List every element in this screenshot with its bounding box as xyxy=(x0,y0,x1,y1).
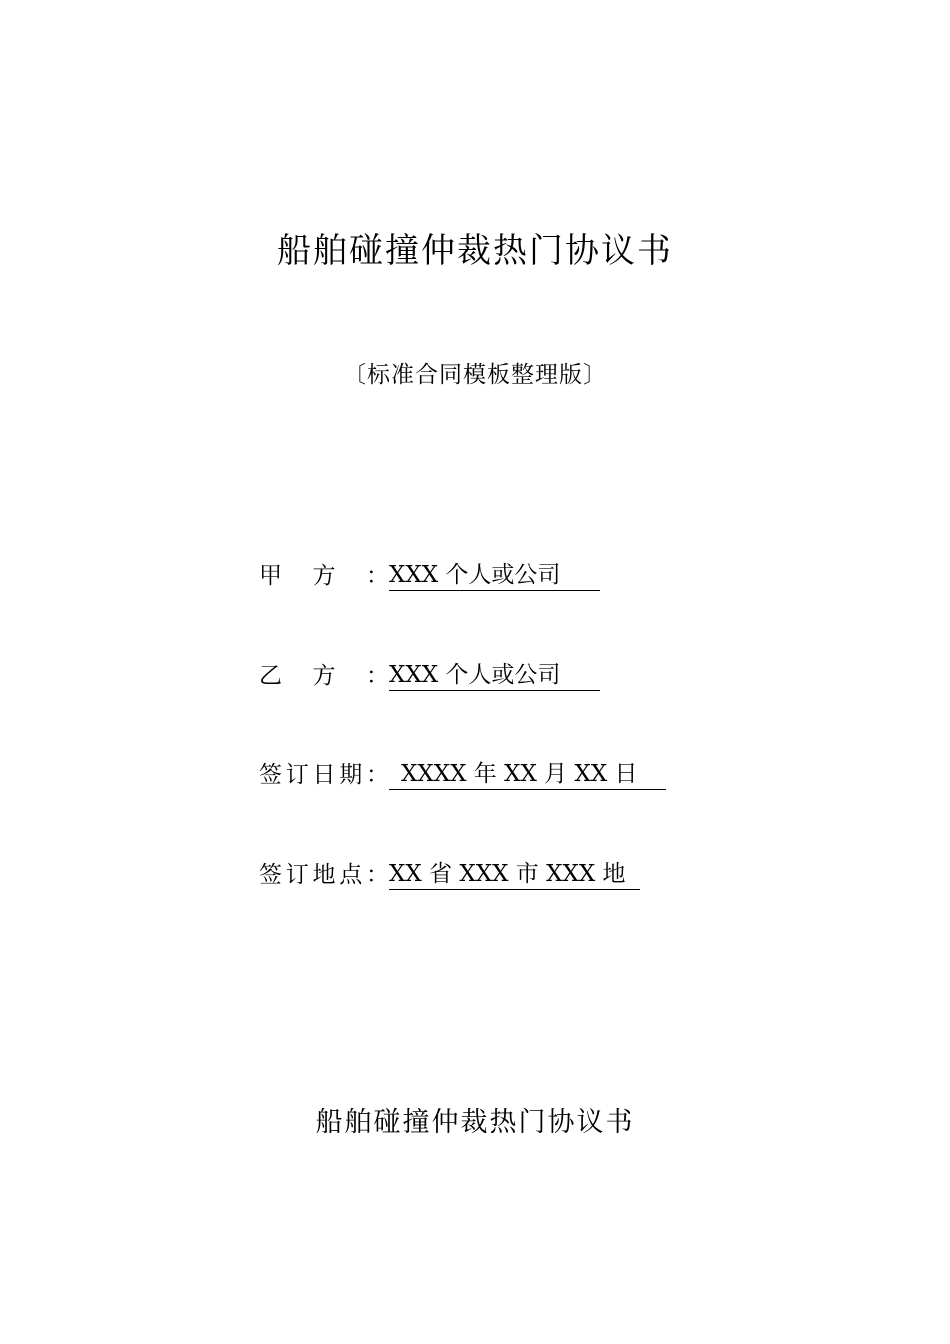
sign-date-field xyxy=(259,757,666,793)
party-a-field xyxy=(259,558,600,594)
body-title: 船舶碰撞仲裁热门协议书 xyxy=(315,1107,635,1138)
sign-date-label: 签订日期： xyxy=(259,762,389,788)
cover-title: 船舶碰撞仲裁热门协议书 xyxy=(277,231,673,271)
sign-place-label: 签订地点： xyxy=(259,862,389,888)
party-b-value: XXX 个人或公司 xyxy=(389,660,600,691)
party-a-label: 甲方： xyxy=(259,563,389,589)
sign-place-field xyxy=(259,857,640,893)
party-a-value: XXX 个人或公司 xyxy=(389,560,600,591)
party-b-label: 乙方： xyxy=(259,663,389,689)
sign-place-value: XX 省 XXX 市 XXX 地 xyxy=(389,859,640,890)
cover-subtitle: 〔标准合同模板整理版〕 xyxy=(343,362,607,388)
party-b-field xyxy=(259,658,600,694)
sign-date-value: XXXX 年 XX 月 XX 日 xyxy=(389,759,666,790)
